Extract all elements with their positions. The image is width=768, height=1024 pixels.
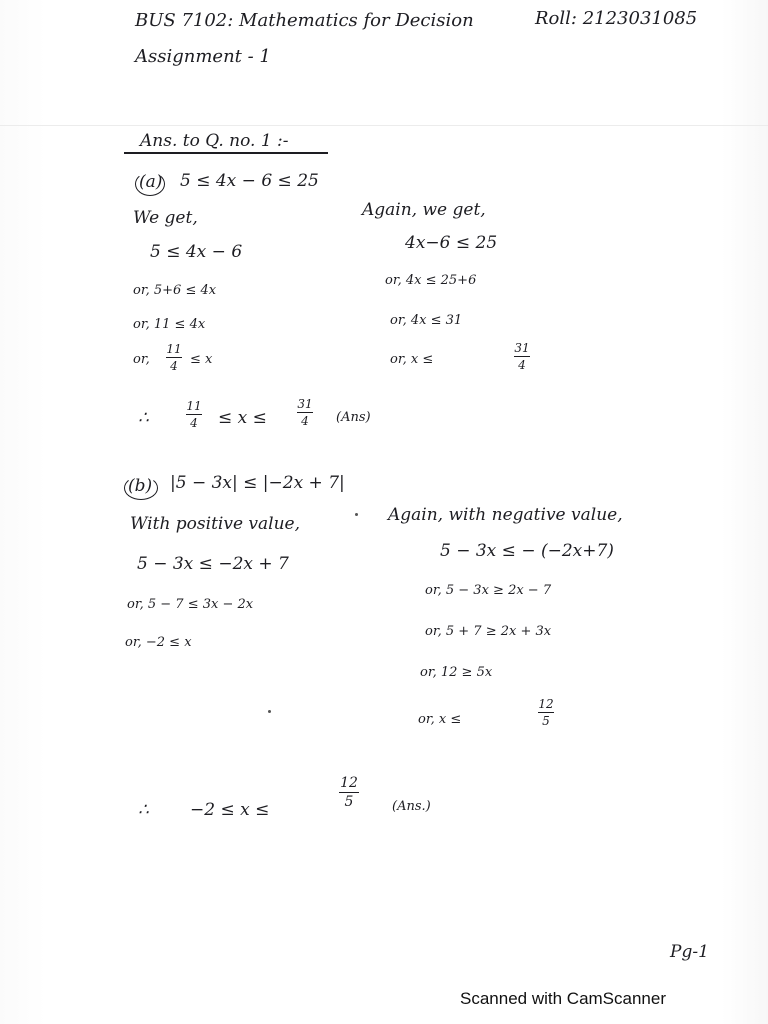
part-a-right-intro: Again, we get, <box>362 200 486 220</box>
fraction-31-4 <box>514 342 530 371</box>
fraction-bar <box>339 792 359 793</box>
fraction-numerator: 12 <box>340 775 358 791</box>
part-b-conclusion-mid: −2 ≤ x ≤ <box>190 800 270 820</box>
part-b-left-line: or, 5 − 7 ≤ 3x − 2x <box>127 597 254 612</box>
part-b-left-intro: With positive value, <box>130 514 300 534</box>
page-number: Pg-1 <box>670 942 709 962</box>
part-a-left-line: or, 11 ≤ 4x <box>133 317 206 332</box>
part-b-right-line: or, 5 − 3x ≥ 2x − 7 <box>425 583 552 598</box>
fraction-numerator: 12 <box>538 697 554 711</box>
fraction-numerator: 11 <box>166 342 182 356</box>
part-b-right-prefix: or, x ≤ <box>418 712 462 727</box>
part-a-right-line: or, 4x ≤ 31 <box>390 313 463 328</box>
stray-mark <box>268 710 271 713</box>
fraction-denominator: 5 <box>344 794 354 810</box>
scanner-watermark: Scanned with CamScanner <box>460 989 667 1008</box>
part-b-right-line: or, 5 + 7 ≥ 2x + 3x <box>425 624 552 639</box>
fraction-denominator: 5 <box>542 714 550 728</box>
fraction-31-4 <box>297 398 313 427</box>
part-a-left-prefix: or, <box>133 352 150 367</box>
part-b-label: (b) <box>128 476 153 496</box>
therefore-symbol: ∴ <box>138 408 149 428</box>
part-a-problem: 5 ≤ 4x − 6 ≤ 25 <box>180 171 319 191</box>
part-b-right-line: 5 − 3x ≤ − (−2x+7) <box>440 541 614 561</box>
part-a-left-line: or, 5+6 ≤ 4x <box>133 283 217 298</box>
part-a-conclusion-mid: ≤ x ≤ <box>218 408 267 428</box>
answer-heading: Ans. to Q. no. 1 :- <box>140 131 289 151</box>
part-a-left-intro: We get, <box>133 208 198 228</box>
fraction-bar <box>514 356 530 357</box>
fraction-bar <box>186 414 202 415</box>
part-a-left-rest: ≤ x <box>190 352 213 367</box>
fraction-11-4 <box>186 400 202 429</box>
therefore-symbol: ∴ <box>138 800 149 820</box>
fraction-12-5 <box>339 776 359 809</box>
fraction-denominator: 4 <box>170 359 178 373</box>
part-a-left-line: 5 ≤ 4x − 6 <box>150 242 243 262</box>
part-a-answer-tag: (Ans) <box>336 410 371 425</box>
part-a-right-prefix: or, x ≤ <box>390 352 434 367</box>
roll-number: Roll: 2123031085 <box>535 8 698 29</box>
heading-underline <box>124 152 328 154</box>
fraction-denominator: 4 <box>190 416 198 430</box>
part-a-right-line: or, 4x ≤ 25+6 <box>385 273 477 288</box>
fraction-bar <box>166 357 182 358</box>
fraction-bar <box>297 412 313 413</box>
ruled-line <box>0 125 768 126</box>
assignment-title: Assignment - 1 <box>135 46 271 67</box>
fraction-11-4 <box>166 343 182 372</box>
course-title: BUS 7102: Mathematics for Decision <box>135 10 474 31</box>
fraction-numerator: 11 <box>186 399 202 413</box>
part-a-right-line: 4x−6 ≤ 25 <box>405 233 498 253</box>
fraction-numerator: 31 <box>514 341 530 355</box>
fraction-denominator: 4 <box>301 414 309 428</box>
fraction-numerator: 31 <box>297 397 313 411</box>
part-b-left-line: 5 − 3x ≤ −2x + 7 <box>137 554 289 574</box>
part-b-answer-tag: (Ans.) <box>392 799 431 814</box>
stray-mark <box>355 513 358 516</box>
part-b-problem: |5 − 3x| ≤ |−2x + 7| <box>170 473 345 493</box>
fraction-12-5 <box>538 698 554 727</box>
fraction-denominator: 4 <box>518 358 526 372</box>
part-b-right-intro: Again, with negative value, <box>388 505 623 525</box>
fraction-bar <box>538 712 554 713</box>
part-b-right-line: or, 12 ≥ 5x <box>420 665 493 680</box>
part-a-label: (a) <box>139 172 163 192</box>
part-b-left-line: or, −2 ≤ x <box>125 635 192 650</box>
